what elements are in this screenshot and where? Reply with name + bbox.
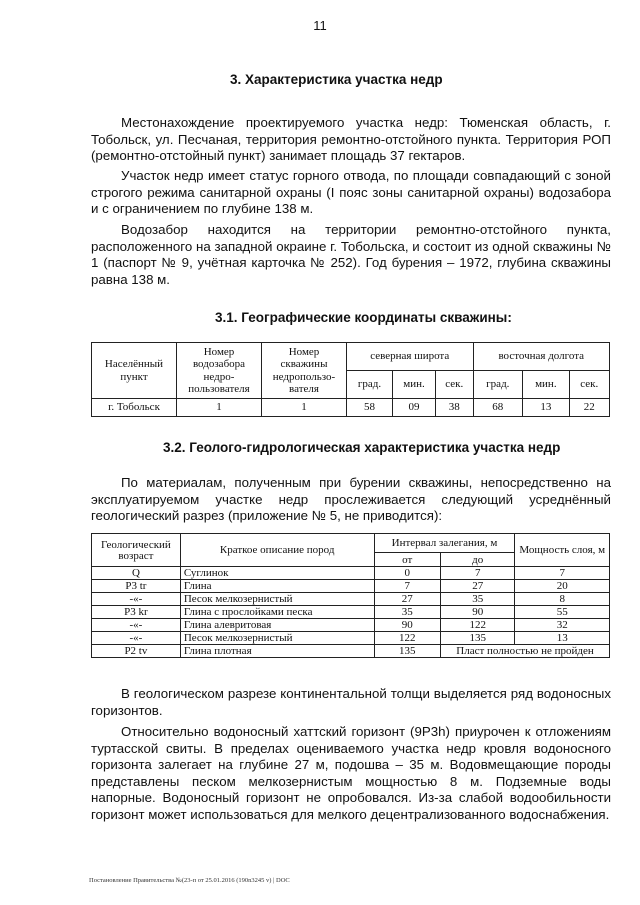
cell-lon-degrees: 68 [473,399,523,417]
cell-rock-description: Песок мелкозернистый [180,632,374,645]
cell-layer-thickness: 13 [515,632,610,645]
section-3-paragraph-3: Водозабор находится на территории ремонтно-отстойного пункта, расположенного на западной окраине г. Тобольска, и состоит из одной скважины № 1 (паспорт № 9, учётная карточка № 252). Год бурения – 1972, глубина скважины равна 138 м. [91,222,611,287]
cell-depth-to: 35 [441,593,515,606]
header-layer-thickness: Мощность слоя, м [515,534,610,567]
page-number: 11 [313,18,327,33]
cell-layer-thickness: 8 [515,593,610,606]
cell-geologic-age: Q [92,567,181,580]
header-north-latitude: северная широта [347,343,474,371]
cell-lon-minutes: 13 [523,399,569,417]
cell-geologic-age: P2 tv [92,645,181,658]
table-row [92,593,610,606]
cell-rock-description: Глина плотная [180,645,374,658]
section-3-1-heading: 3.1. Географические координаты скважины: [215,310,512,325]
cell-geologic-age: P3 kr [92,606,181,619]
section-3-2-heading: 3.2. Геолого-гидрологическая характеристика участка недр [163,440,561,455]
cell-depth-from: 35 [374,606,441,619]
header-water-intake-number: Номер водозабора недро-пользователя [177,343,262,399]
table-row [92,606,610,619]
section-3-heading: 3. Характеристика участка недр [230,72,443,87]
section-3-2-paragraph-1: По материалам, полученным при бурении скважины, непосредственно на эксплуатируемом участке недр прослеживается следующий усреднённый геологический разрез (приложение № 5, не приводится): [91,475,611,523]
cell-depth-from: 122 [374,632,441,645]
header-lon-degrees: град. [473,371,523,399]
section-3-paragraph-2: Участок недр имеет статус горного отвода, по площади совпадающий с зоной строгого режима санитарной охраны (I пояс зоны санитарной охраны) водозабора и с ограничением по глубине 138 м. [91,168,611,216]
cell-rock-description: Суглинок [180,567,374,580]
cell-depth-to: 27 [441,580,515,593]
cell-depth-from: 7 [374,580,441,593]
cell-depth-from: 90 [374,619,441,632]
cell-depth-to: 90 [441,606,515,619]
table-row [92,632,610,645]
cell-depth-to: 7 [441,567,515,580]
cell-rock-description: Глина алевритовая [180,619,374,632]
header-lat-degrees: град. [347,371,393,399]
cell-layer-thickness: 55 [515,606,610,619]
footer-reference: Постановление Правительства №(23-п от 25.01.2016 (190n3245 v) | DOC [89,877,290,884]
cell-geologic-age: -«- [92,632,181,645]
cell-rock-description: Глина с прослойками песка [180,606,374,619]
header-to: до [441,553,515,567]
cell-geologic-age: -«- [92,593,181,606]
header-from: от [374,553,441,567]
header-east-longitude: восточная долгота [473,343,609,371]
cell-depth-from: 135 [374,645,441,658]
header-well-number: Номер скважины недропользо-вателя [262,343,347,399]
cell-geologic-age: P3 tr [92,580,181,593]
header-rock-description: Краткое описание пород [180,534,374,567]
header-lat-minutes: мин. [392,371,435,399]
section-3-paragraph-1: Местонахождение проектируемого участка недр: Тюменская область, г. Тобольск, ул. Песчаная, территория ремонтно-отстойного пункта. Территория РОП (ремонтно-отстойный пункт) занимает площадь 37 гектаров. [91,115,611,163]
cell-geologic-age: -«- [92,619,181,632]
cell-lon-seconds: 22 [569,399,609,417]
header-geologic-age: Геологический возраст [92,534,181,567]
header-lon-minutes: мин. [523,371,569,399]
header-lat-seconds: сек. [436,371,473,399]
cell-well-number: 1 [262,399,347,417]
cell-lat-minutes: 09 [392,399,435,417]
cell-depth-from: 27 [374,593,441,606]
table-row [92,580,610,593]
cell-depth-from: 0 [374,567,441,580]
cell-not-fully-drilled-note: Пласт полностью не пройден [441,645,610,658]
cell-layer-thickness: 32 [515,619,610,632]
cell-layer-thickness: 7 [515,567,610,580]
cell-rock-description: Песок мелкозернистый [180,593,374,606]
cell-water-intake-number: 1 [177,399,262,417]
cell-layer-thickness: 20 [515,580,610,593]
cell-rock-description: Глина [180,580,374,593]
header-lon-seconds: сек. [569,371,609,399]
header-depth-interval: Интервал залегания, м [374,534,515,553]
table-row [92,567,610,580]
cell-depth-to: 122 [441,619,515,632]
section-3-2-paragraph-3: Относительно водоносный хаттский горизонт (9P3h) приурочен к отложениям туртасской свиты. В пределах оцениваемого участка недр кровля водоносного горизонта залегает на глубине 27 м, подошва – 35 м. Водовмещающие породы представлены песком мелкозернистым мощностью 8 м. Подземные воды напорные. Водоносный горизонт не опробовался. Из-за слабой водообильности горизонт может использоваться для мелкого децентрализованного водоснабжения. [91,724,611,822]
table-row [92,399,610,417]
geologic-section-table [91,533,610,658]
header-settlement: Населённый пункт [92,343,177,399]
cell-settlement: г. Тобольск [92,399,177,417]
cell-lat-seconds: 38 [436,399,473,417]
cell-depth-to: 135 [441,632,515,645]
table-row [92,619,610,632]
coordinates-table [91,342,610,417]
section-3-2-paragraph-2: В геологическом разрезе континентальной толщи выделяется ряд водоносных горизонтов. [91,686,611,718]
table-row [92,645,610,658]
cell-lat-degrees: 58 [347,399,393,417]
